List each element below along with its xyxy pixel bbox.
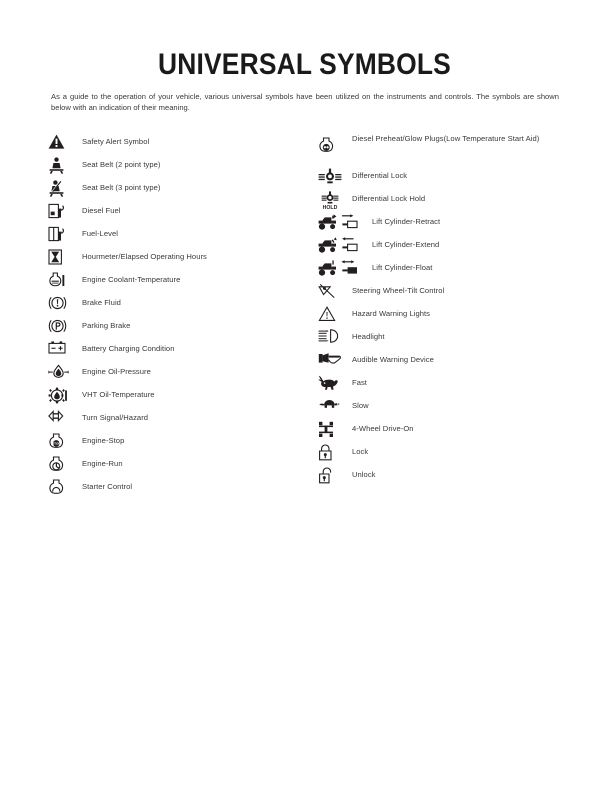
list-item <box>318 305 583 328</box>
list-item-label: Engine-Stop <box>82 436 125 445</box>
battery-charging-icon <box>48 340 82 355</box>
list-item <box>48 294 303 317</box>
hold-text: HOLD <box>322 205 338 212</box>
list-item <box>48 455 303 478</box>
list-item-label: Starter Control <box>82 482 133 491</box>
lift-cylinder-extend-icon <box>318 236 372 255</box>
hourmeter-hourglass-icon <box>48 248 82 265</box>
list-item <box>318 420 583 443</box>
list-item <box>318 259 583 282</box>
list-item <box>318 328 583 351</box>
list-item <box>48 386 303 409</box>
engine-stop-icon <box>48 432 82 450</box>
differential-lock-hold-icon <box>318 190 352 210</box>
list-item <box>318 374 583 397</box>
list-item-label: Lock <box>352 447 369 456</box>
starter-control-icon <box>48 478 82 496</box>
list-item <box>318 351 583 374</box>
list-item-label: Headlight <box>352 332 385 341</box>
vht-oil-temperature-icon <box>48 386 82 404</box>
list-item <box>318 133 583 167</box>
list-item-label: Hourmeter/Elapsed Operating Hours <box>82 252 207 261</box>
list-item-label: Slow <box>352 401 369 410</box>
list-item-label: Hazard Warning Lights <box>352 309 431 318</box>
engine-oil-pressure-icon <box>48 363 82 378</box>
list-item <box>48 202 303 225</box>
list-item-label: Diesel Fuel <box>82 206 121 215</box>
list-item <box>318 397 583 420</box>
list-item-label: Engine-Run <box>82 459 123 468</box>
lift-cylinder-float-icon <box>318 259 372 278</box>
list-item <box>318 443 583 466</box>
page-title: UNIVERSAL SYMBOLS <box>158 48 451 81</box>
list-item-label: Diesel Preheat/Glow Plugs(Low Temperature Start Aid) <box>352 134 540 143</box>
hazard-warning-lights-icon <box>318 305 352 322</box>
list-item <box>48 409 303 432</box>
diesel-preheat-glow-plugs-icon <box>318 133 352 154</box>
list-item <box>48 156 303 179</box>
list-item <box>48 363 303 386</box>
lock-closed-icon <box>318 443 352 461</box>
engine-coolant-temperature-icon <box>48 271 82 288</box>
fast-rabbit-icon <box>318 374 352 391</box>
list-item <box>48 317 303 340</box>
list-item <box>318 282 583 305</box>
diesel-fuel-pump-icon <box>48 202 82 219</box>
list-item-label: Engine Coolant-Temperature <box>82 275 181 284</box>
list-item-label: Lift Cylinder-Extend <box>372 240 440 249</box>
list-item-label: Seat Belt (2 point type) <box>82 160 161 169</box>
seat-belt-2-point-icon <box>48 156 82 174</box>
fuel-level-pump-icon <box>48 225 82 242</box>
list-item-label: Seat Belt (3 point type) <box>82 183 161 192</box>
brake-fluid-icon <box>48 294 82 311</box>
list-item <box>318 213 583 236</box>
list-item-label: Turn Signal/Hazard <box>82 413 149 422</box>
list-item-label: Fast <box>352 378 367 387</box>
list-item-label: Unlock <box>352 470 376 479</box>
parking-brake-icon <box>48 317 82 334</box>
slow-turtle-icon <box>318 397 352 409</box>
list-item-label: Differential Lock Hold <box>352 194 426 203</box>
list-item-label: 4-Wheel Drive-On <box>352 424 414 433</box>
list-item-label: VHT Oil-Temperature <box>82 390 155 399</box>
list-item <box>48 271 303 294</box>
list-item-label: Audible Warning Device <box>352 355 434 364</box>
list-item-label: Parking Brake <box>82 321 131 330</box>
list-item <box>48 432 303 455</box>
list-item-label: Lift Cylinder-Retract <box>372 217 441 226</box>
audible-warning-device-icon <box>318 351 352 365</box>
lift-cylinder-retract-icon <box>318 213 372 232</box>
list-item-label: Engine Oil-Pressure <box>82 367 151 376</box>
list-item <box>48 340 303 363</box>
list-item <box>48 478 303 501</box>
headlight-icon <box>318 328 352 343</box>
four-wheel-drive-on-icon <box>318 420 352 438</box>
list-item <box>48 225 303 248</box>
list-item <box>318 236 583 259</box>
steering-wheel-tilt-control-icon <box>318 282 352 300</box>
list-item <box>318 190 583 213</box>
list-item-label: Battery Charging Condition <box>82 344 175 353</box>
seat-belt-3-point-icon <box>48 179 82 197</box>
intro-paragraph: As a guide to the operation of your vehicle, various universal symbols have been utilized on the instruments and controls. The symbols are shown below with an indication of their meaning. <box>51 92 559 113</box>
list-item <box>318 167 583 190</box>
lock-open-icon <box>318 466 352 484</box>
list-item-label: Fuel-Level <box>82 229 118 238</box>
svg-text:STOP: STOP <box>52 441 61 446</box>
symbol-list-right <box>318 133 583 489</box>
turn-signal-hazard-icon <box>48 409 82 422</box>
list-item <box>48 248 303 271</box>
list-item <box>48 133 303 156</box>
list-item-label: Safety Alert Symbol <box>82 137 150 146</box>
list-item-label: Brake Fluid <box>82 298 121 307</box>
list-item-label: Lift Cylinder-Float <box>372 263 433 272</box>
symbol-list-left <box>48 133 303 501</box>
differential-lock-icon <box>318 167 352 184</box>
engine-run-icon <box>48 455 82 473</box>
list-item-label: Steering Wheel-Tilt Control <box>352 286 445 295</box>
list-item <box>318 466 583 489</box>
safety-alert-triangle-icon <box>48 133 82 150</box>
list-item-label: Differential Lock <box>352 171 408 180</box>
list-item <box>48 179 303 202</box>
